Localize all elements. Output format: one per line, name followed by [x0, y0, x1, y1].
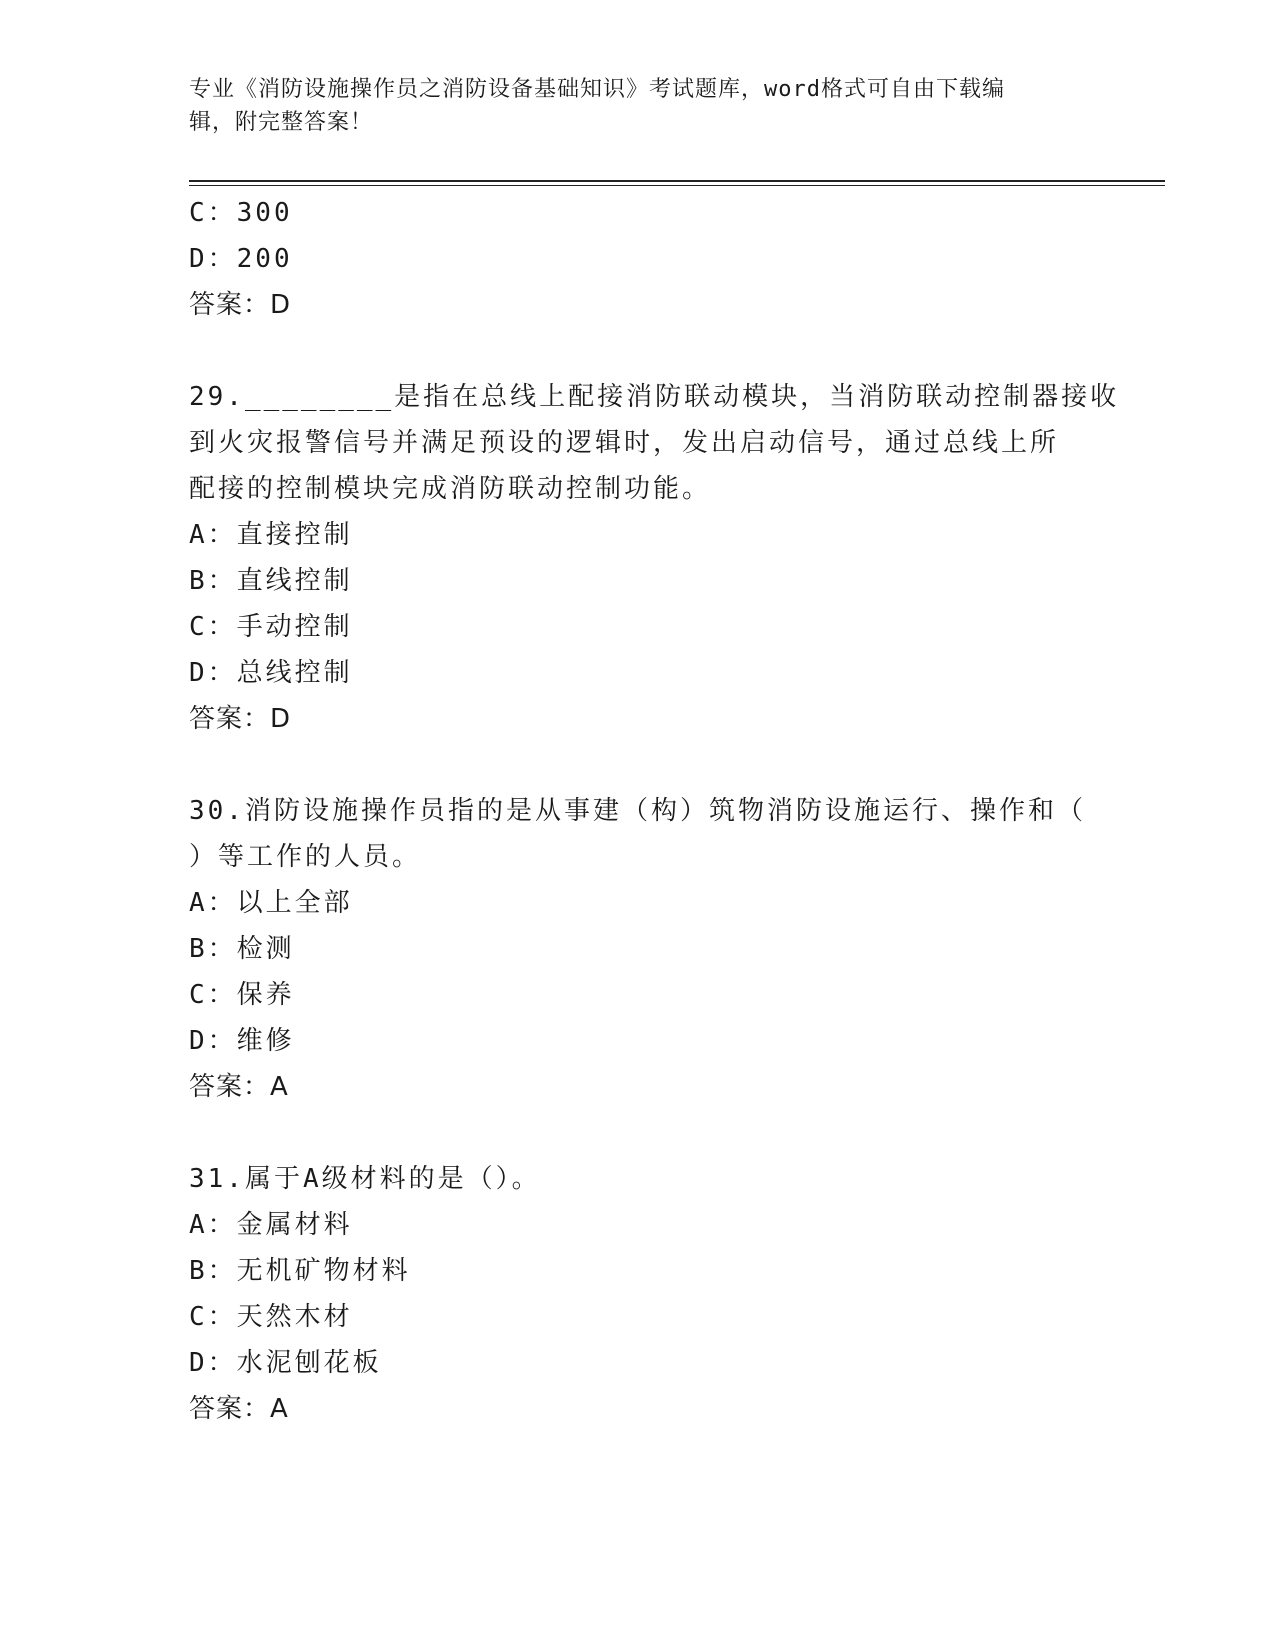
option-a: A：直接控制 [189, 520, 353, 550]
option-d: D：水泥刨花板 [189, 1348, 382, 1378]
option-c: C：300 [189, 198, 293, 228]
option-a: A：以上全部 [189, 888, 353, 918]
question-text-line: 29.________是指在总线上配接消防联动模块，当消防联动控制器接收 [189, 382, 1120, 412]
option-c: C：手动控制 [189, 612, 353, 642]
option-b: B：直线控制 [189, 566, 353, 596]
question-text-line: 31.属于A级材料的是（）。 [189, 1164, 541, 1194]
spacer [189, 328, 1089, 374]
spacer [189, 1110, 1089, 1156]
question-text-line: 到火灾报警信号并满足预设的逻辑时，发出启动信号，通过总线上所 [189, 428, 1060, 458]
answer-line: 答案：A [189, 1072, 289, 1102]
header-divider-thin [189, 185, 1165, 186]
spacer [189, 742, 1089, 788]
option-c: C：保养 [189, 980, 295, 1010]
answer-line: 答案：D [189, 704, 292, 734]
question-31 [189, 1156, 1089, 1432]
option-c: C：天然木材 [189, 1302, 353, 1332]
document-body [189, 190, 1120, 1432]
option-b: B：无机矿物材料 [189, 1256, 411, 1286]
option-d: D：总线控制 [189, 658, 353, 688]
header-divider-thick [189, 180, 1165, 182]
option-d: D：200 [189, 244, 293, 274]
option-b: B：检测 [189, 934, 295, 964]
option-a: A：金属材料 [189, 1210, 353, 1240]
header-line-2: 辑，附完整答案！ [189, 110, 374, 135]
question-text-line: 配接的控制模块完成消防联动控制功能。 [189, 474, 712, 504]
question-text-line: 30.消防设施操作员指的是从事建（构）筑物消防设施运行、操作和（ [189, 796, 1086, 826]
answer-line: 答案：A [189, 1394, 289, 1424]
header-line-1: 专业《消防设施操作员之消防设备基础知识》考试题库，word格式可自由下载编 [189, 77, 1005, 102]
question-continuation [189, 190, 1089, 328]
question-29 [189, 374, 1120, 742]
document-header [189, 73, 1089, 139]
question-text-line: ）等工作的人员。 [189, 842, 422, 872]
answer-line: 答案：D [189, 290, 292, 320]
question-30 [189, 788, 1089, 1110]
option-d: D：维修 [189, 1026, 295, 1056]
